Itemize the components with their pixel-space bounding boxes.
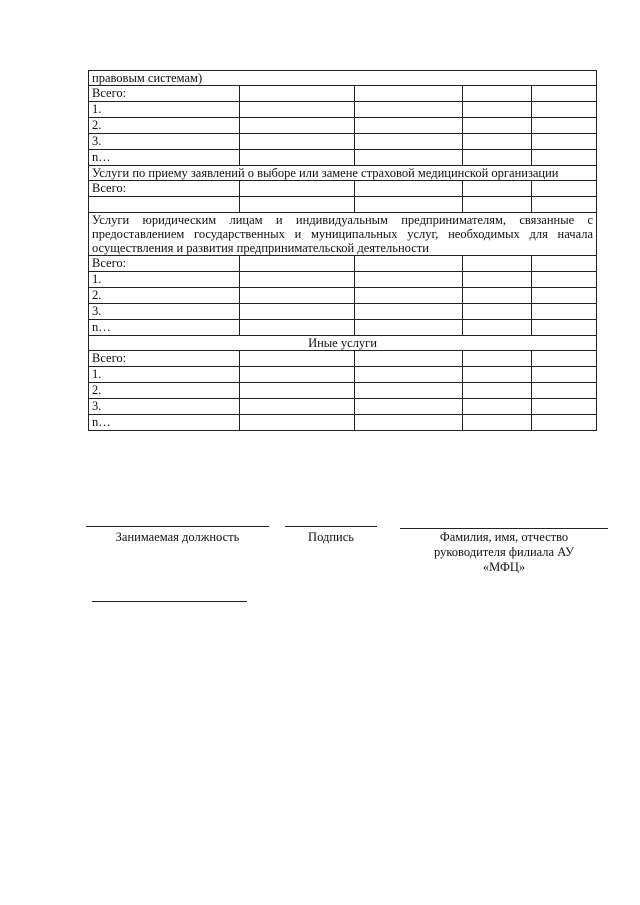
date-line xyxy=(92,601,247,602)
section-header: Услуги юридическим лицам и индивидуальным предпринимателям, связанные с предоставлением государственных и муниципальных услуг, необходимых для начала осуществления и развития предпринимательской деятельности xyxy=(89,213,597,256)
table-row xyxy=(89,383,597,399)
row-label xyxy=(89,197,240,213)
row-label: 3. xyxy=(89,399,240,415)
row-label: 3. xyxy=(89,134,240,150)
signature-label: Подпись xyxy=(308,530,354,544)
row-label: 3. xyxy=(89,304,240,320)
table-row xyxy=(89,320,597,336)
table-row xyxy=(89,134,597,150)
table-row xyxy=(89,102,597,118)
table-row xyxy=(89,150,597,166)
table-row xyxy=(89,367,597,383)
row-label: Всего: xyxy=(89,351,240,367)
row-label: n… xyxy=(89,320,240,336)
section-header: Иные услуги xyxy=(89,336,597,351)
row-label: n… xyxy=(89,150,240,166)
table-row xyxy=(89,118,597,134)
section-header-tail: правовым системам) xyxy=(89,71,597,86)
table-row xyxy=(89,415,597,431)
table-row xyxy=(89,272,597,288)
services-table xyxy=(88,70,597,431)
row-label: 2. xyxy=(89,383,240,399)
signature-line xyxy=(285,526,377,527)
row-label: Всего: xyxy=(89,86,240,102)
table-row xyxy=(89,197,597,213)
table-row xyxy=(89,304,597,320)
row-label: n… xyxy=(89,415,240,431)
table-row xyxy=(89,288,597,304)
table-row xyxy=(89,86,597,102)
row-label: 1. xyxy=(89,367,240,383)
name-signature-line xyxy=(400,528,608,529)
row-label: 1. xyxy=(89,102,240,118)
row-label: 2. xyxy=(89,288,240,304)
table-row xyxy=(89,181,597,197)
position-label: Занимаемая должность xyxy=(115,530,240,544)
name-label: Фамилия, имя, отчество руководителя филиала АУ «МФЦ» xyxy=(434,530,574,574)
position-signature-line xyxy=(86,526,269,527)
row-label: Всего: xyxy=(89,256,240,272)
table-row xyxy=(89,399,597,415)
row-label: 1. xyxy=(89,272,240,288)
table-row xyxy=(89,351,597,367)
table-row xyxy=(89,256,597,272)
section-header: Услуги по приему заявлений о выборе или замене страховой медицинской организации xyxy=(89,166,597,181)
row-label: 2. xyxy=(89,118,240,134)
row-label: Всего: xyxy=(89,181,240,197)
